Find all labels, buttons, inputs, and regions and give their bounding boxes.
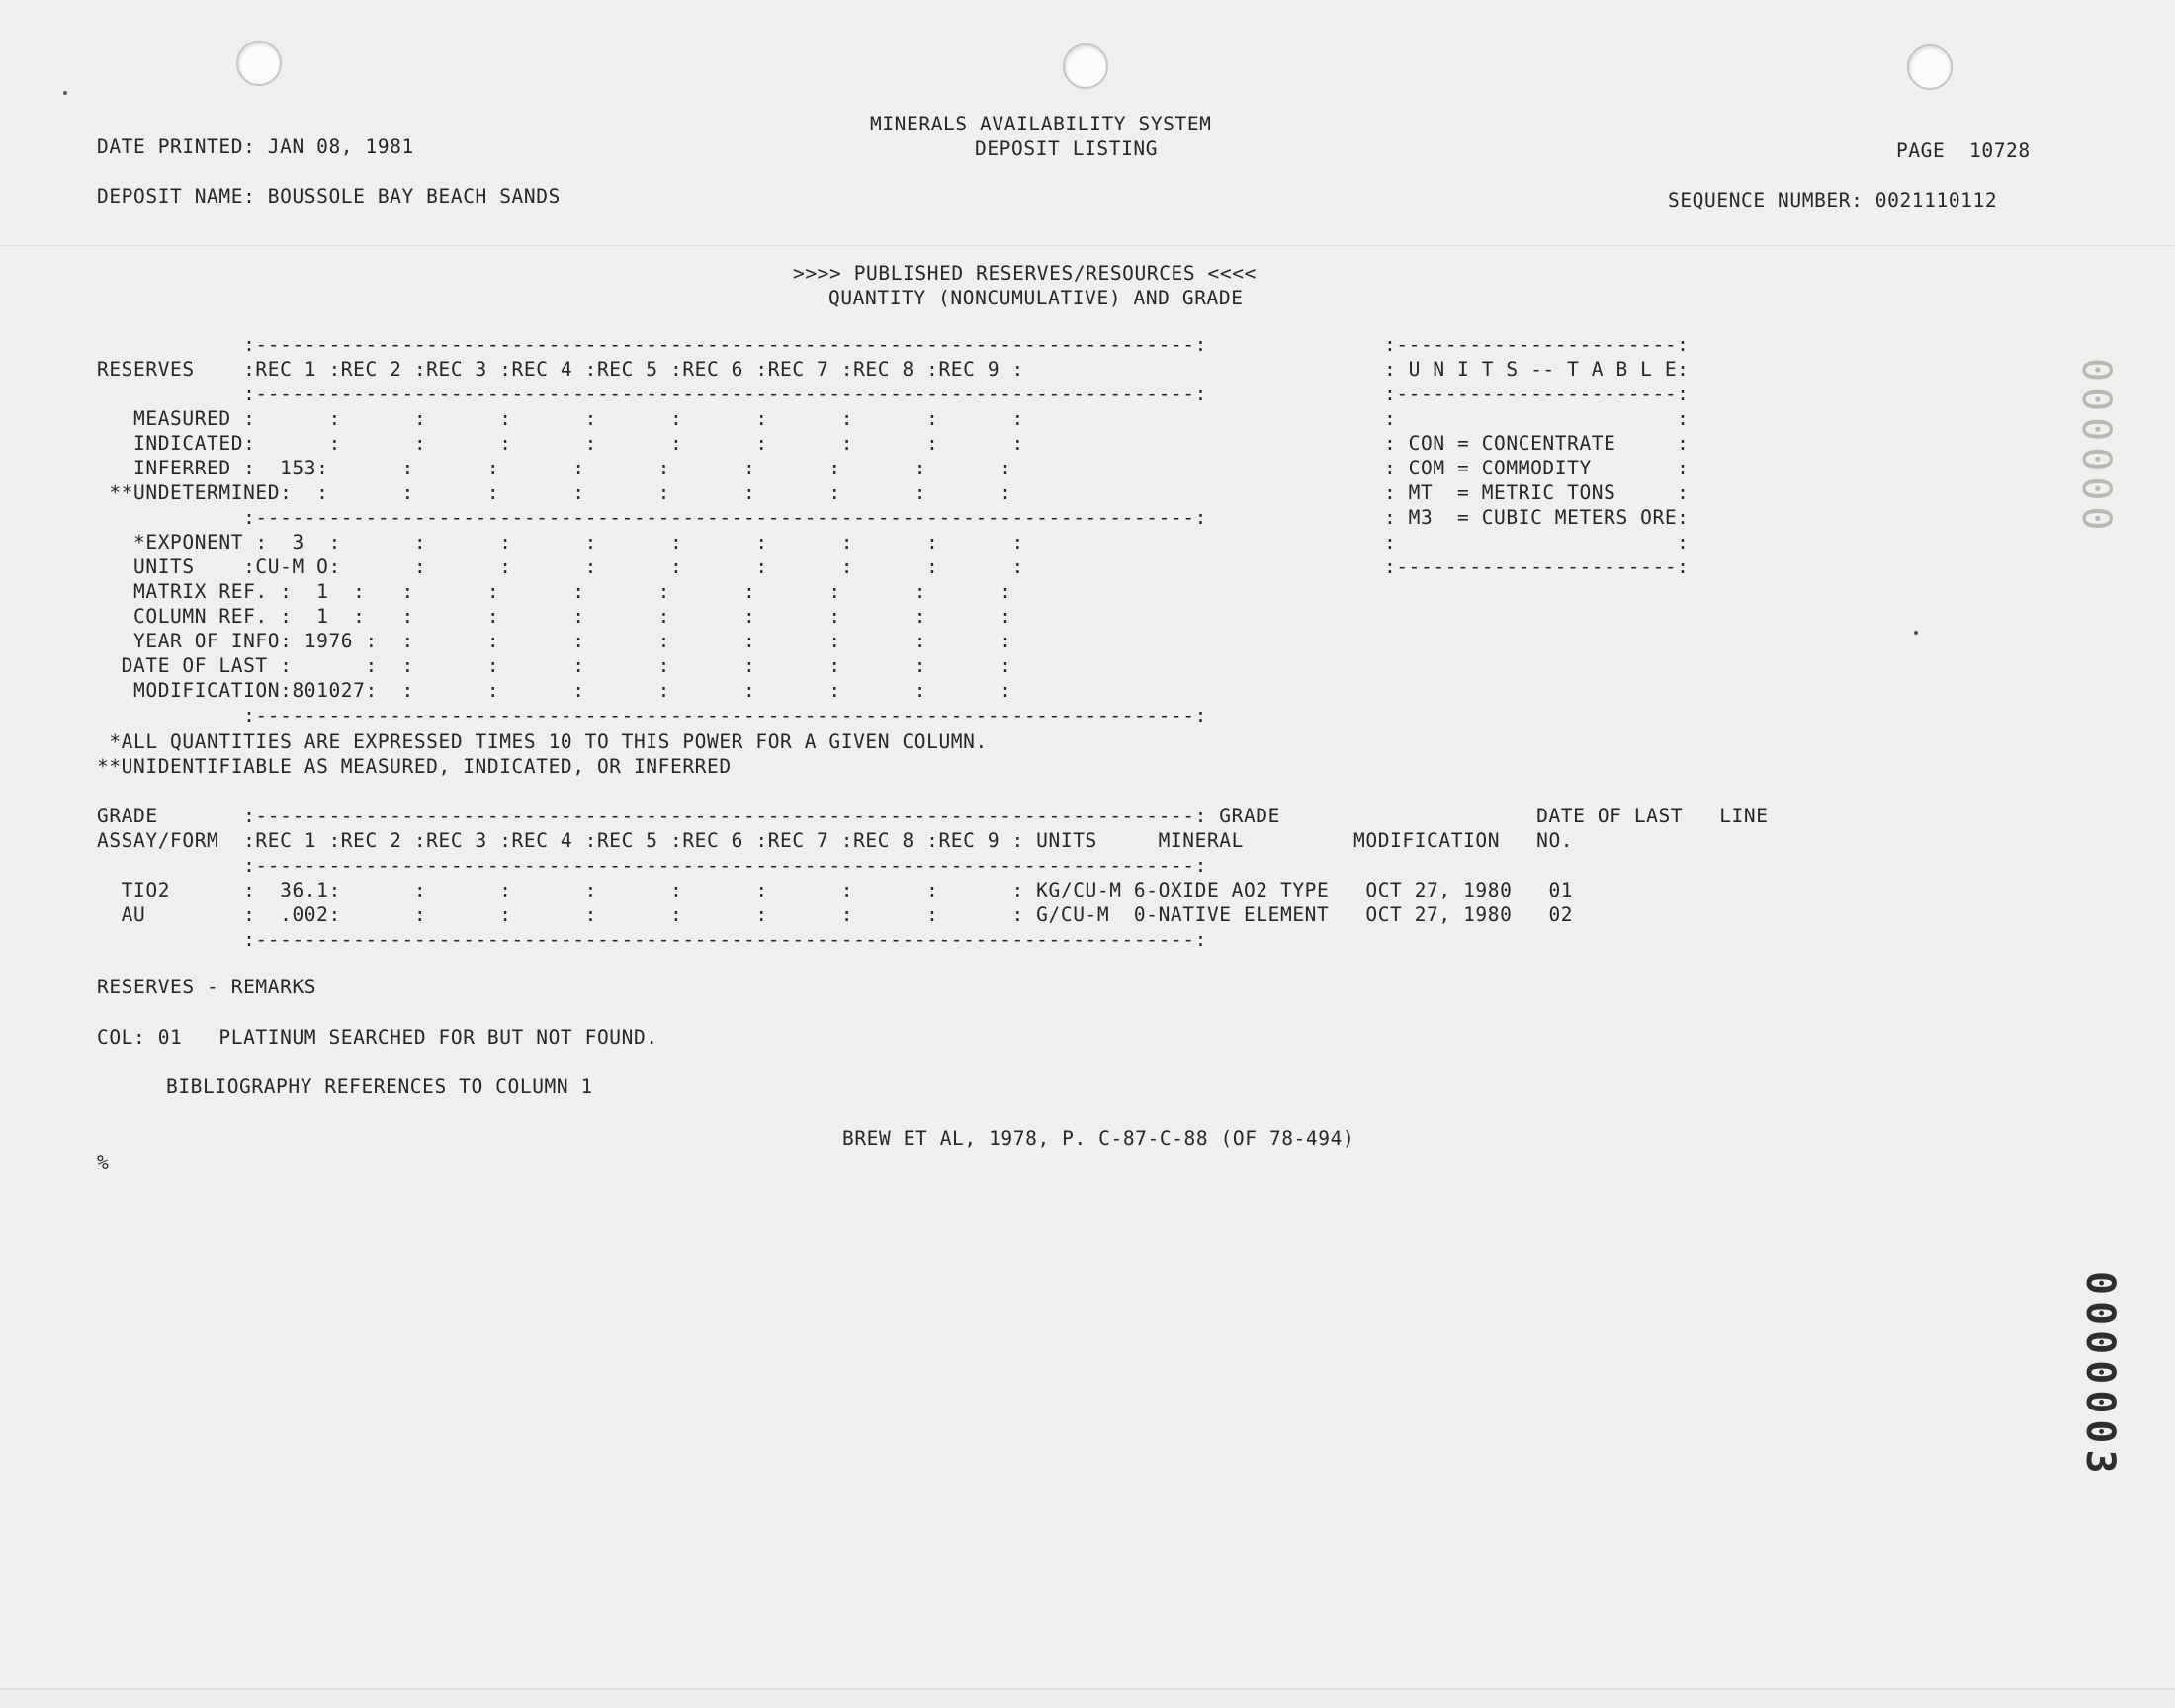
fold-line (0, 245, 2175, 246)
reserves-table-line: INFERRED : 153: : : : : : : : : (97, 457, 1012, 479)
end-mark: % (97, 1152, 110, 1174)
listing-title: DEPOSIT LISTING (975, 137, 1159, 160)
reserves-table-line: UNITS :CU-M O: : : : : : : : : (97, 555, 1024, 578)
punch-hole-right (1907, 44, 1953, 90)
system-title: MINERALS AVAILABILITY SYSTEM (870, 113, 1212, 135)
margin-stamp-lower: 0000003 (2077, 1271, 2123, 1480)
speck (1914, 631, 1918, 635)
units-table-line: : MT = METRIC TONS : (1384, 481, 1690, 504)
grade-table-line: GRADE :-----------------------------------------------------------------------------: GRADE DATE OF LAST LINE (97, 805, 1769, 827)
grade-table-line: :-----------------------------------------------------------------------------: (97, 928, 1207, 951)
remarks-column-note: COL: 01 PLATINUM SEARCHED FOR BUT NOT FOUND. (97, 1026, 658, 1049)
reserves-table-line: :-----------------------------------------------------------------------------: (97, 704, 1207, 726)
page-number: PAGE 10728 (1896, 139, 2031, 162)
reserves-table-line: RESERVES :REC 1 :REC 2 :REC 3 :REC 4 :REC 5 :REC 6 :REC 7 :REC 8 :REC 9 : (97, 358, 1024, 381)
remarks-heading: RESERVES - REMARKS (97, 976, 317, 998)
units-table-line: : : (1384, 407, 1690, 430)
bibliography-heading: BIBLIOGRAPHY REFERENCES TO COLUMN 1 (166, 1075, 593, 1098)
section-subtitle: QUANTITY (NONCUMULATIVE) AND GRADE (828, 287, 1244, 309)
reserves-table-line: MODIFICATION:801027: : : : : : : : : (97, 679, 1012, 702)
reserves-table-line: :-----------------------------------------------------------------------------: (97, 383, 1207, 405)
date-printed: DATE PRINTED: JAN 08, 1981 (97, 135, 414, 158)
units-table-line: : U N I T S -- T A B L E: (1384, 358, 1690, 381)
reserves-table-line: **UNDETERMINED: : : : : : : : : : (97, 481, 1012, 504)
footnote-undetermined: **UNIDENTIFIABLE AS MEASURED, INDICATED, OR INFERRED (97, 755, 732, 778)
grade-table-line: :-----------------------------------------------------------------------------: (97, 854, 1207, 877)
reserves-table-line: DATE OF LAST : : : : : : : : : : (97, 654, 1012, 677)
section-title: >>>> PUBLISHED RESERVES/RESOURCES <<<< (793, 262, 1257, 285)
reserves-table-line: *EXPONENT : 3 : : : : : : : : : (97, 531, 1024, 554)
units-table-line: : CON = CONCENTRATE : (1384, 432, 1690, 455)
punch-hole-left (236, 41, 282, 86)
units-table-line: : COM = COMMODITY : (1384, 457, 1690, 479)
sequence-number: SEQUENCE NUMBER: 0021110112 (1668, 189, 1998, 212)
units-table-line: :-----------------------: (1384, 333, 1690, 356)
reserves-table-line: :-----------------------------------------------------------------------------: (97, 333, 1207, 356)
grade-table-line: ASSAY/FORM :REC 1 :REC 2 :REC 3 :REC 4 :REC 5 :REC 6 :REC 7 :REC 8 :REC 9 : UNITS MINERAL MODIFICATION NO. (97, 829, 1574, 852)
units-table-line: : M3 = CUBIC METERS ORE: (1384, 506, 1690, 529)
deposit-name: DEPOSIT NAME: BOUSSOLE BAY BEACH SANDS (97, 185, 561, 208)
grade-table-line: TIO2 : 36.1: : : : : : : : : KG/CU-M 6-OXIDE AO2 TYPE OCT 27, 1980 01 (97, 879, 1574, 901)
reserves-table-line: :-----------------------------------------------------------------------------: (97, 506, 1207, 529)
units-table-line: : : (1384, 531, 1690, 554)
grade-table-line: AU : .002: : : : : : : : : G/CU-M 0-NATIVE ELEMENT OCT 27, 1980 02 (97, 903, 1574, 926)
punch-hole-center (1063, 43, 1108, 89)
bibliography-reference: BREW ET AL, 1978, P. C-87-C-88 (OF 78-494) (842, 1127, 1355, 1150)
reserves-table-line: YEAR OF INFO: 1976 : : : : : : : : : (97, 630, 1012, 652)
units-table-line: :-----------------------: (1384, 555, 1690, 578)
units-table-line: :-----------------------: (1384, 383, 1690, 405)
reserves-table-line: MEASURED : : : : : : : : : : (97, 407, 1024, 430)
margin-stamp-upper: 000000 (2073, 358, 2119, 537)
speck (63, 91, 67, 95)
reserves-table-line: INDICATED: : : : : : : : : : (97, 432, 1024, 455)
reserves-table-line: MATRIX REF. : 1 : : : : : : : : : (97, 580, 1012, 603)
footnote-exponent: *ALL QUANTITIES ARE EXPRESSED TIMES 10 TO THIS POWER FOR A GIVEN COLUMN. (97, 730, 988, 753)
reserves-table-line: COLUMN REF. : 1 : : : : : : : : : (97, 605, 1012, 628)
